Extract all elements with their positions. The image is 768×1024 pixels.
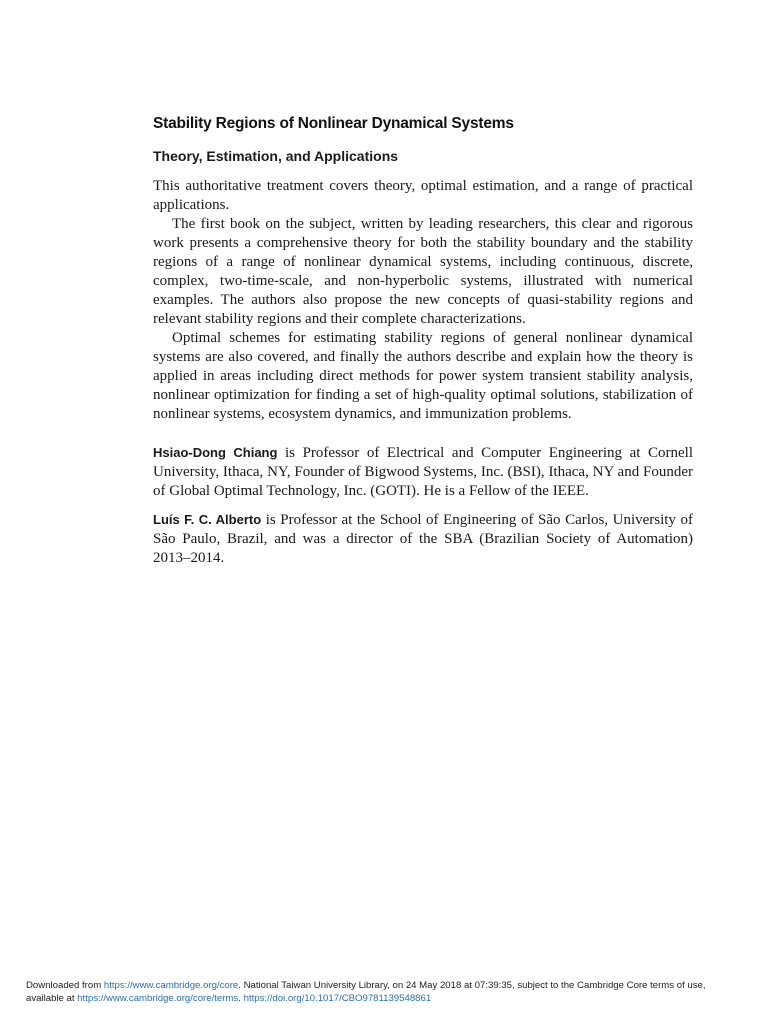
- footer-separator: .: [238, 992, 244, 1004]
- cambridge-terms-link[interactable]: https://www.cambridge.org/core/terms: [77, 992, 239, 1004]
- footer-middle-text: . National Taiwan University Library, on 24 May 2018 at 07:39:35, subject to the Cambridge Core terms of use, available at: [26, 980, 706, 1004]
- description-paragraph-2: The first book on the subject, written by leading researchers, this clear and rigorous work presents a comprehensive theory for both the stability boundary and the stability regions of a range of nonlinear dynamical systems, including continuous, discrete, complex, two-time-scale, and non-hyperbolic systems, illustrated with numerical examples. The authors also propose the new concepts of quasi-stability regions and relevant stability regions and their complete characterizations.: [153, 216, 693, 327]
- author-bio-chiang: [153, 443, 693, 501]
- book-title: Stability Regions of Nonlinear Dynamical Systems: [153, 115, 514, 132]
- description-paragraph-1: This authoritative treatment covers theory, optimal estimation, and a range of practical applications.: [153, 178, 693, 213]
- author-bio-alberto: [153, 510, 693, 568]
- download-footer: [26, 980, 742, 1005]
- author-bio-text-chiang: is Professor of Electrical and Computer Engineering at Cornell University, Ithaca, NY, Founder of Bigwood Systems, Inc. (BSI), Ithaca, NY and Founder of Global Optimal Technology, Inc. (GOTI). He is a Fellow of the IEEE.: [153, 445, 693, 499]
- footer-downloaded-from: Downloaded from: [26, 980, 104, 991]
- doi-link[interactable]: https://doi.org/10.1017/CBO9781139548861: [243, 992, 432, 1004]
- author-bio-text-alberto: is Professor at the School of Engineering of São Carlos, University of São Paulo, Brazil, and was a director of the SBA (Brazilian Society of Automation) 2013–2014.: [153, 512, 693, 566]
- author-bios: [153, 443, 693, 568]
- description-paragraph-3: Optimal schemes for estimating stability regions of general nonlinear dynamical systems are also covered, and finally the authors describe and explain how the theory is applied in areas including direct methods for power system transient stability analysis, nonlinear optimization for finding a set of high-quality optimal solutions, stabilization of nonlinear systems, ecosystem dynamics, and immunization problems.: [153, 330, 693, 422]
- cambridge-core-link[interactable]: https://www.cambridge.org/core: [103, 980, 239, 991]
- book-subtitle: Theory, Estimation, and Applications: [153, 148, 399, 164]
- book-description: [153, 114, 693, 577]
- author-name-chiang: Hsiao-Dong Chiang: [153, 445, 278, 460]
- author-name-alberto: Luís F. C. Alberto: [153, 512, 262, 527]
